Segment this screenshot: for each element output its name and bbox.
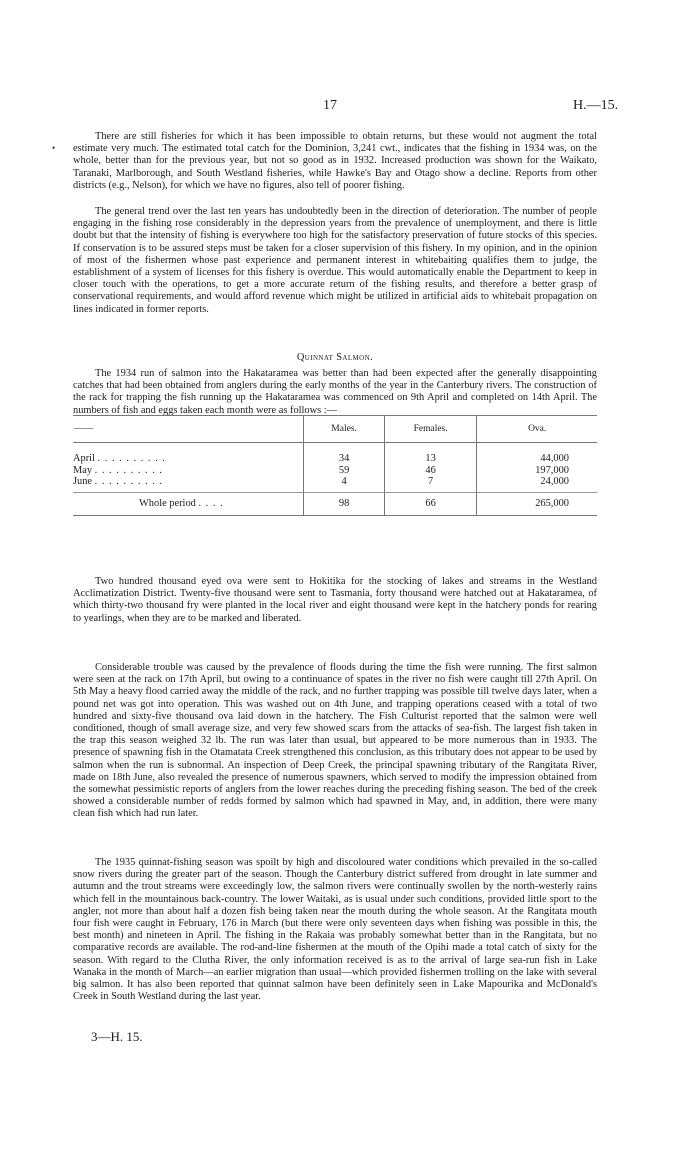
month-label: April — [73, 453, 95, 465]
margin-mark: • — [52, 143, 56, 153]
total-label: Whole period — [139, 498, 196, 509]
table-row — [73, 465, 597, 477]
section-heading: Quinnat Salmon. — [296, 352, 374, 363]
paragraph-intro-1 — [73, 131, 597, 192]
ova-total: 265,000 — [477, 492, 597, 515]
ova-cell: 44,000 — [477, 453, 597, 465]
paragraph-text: There are still fisheries for which it has been impossible to obtain returns, but these would not augment the total estimate very much. The estimated total catch for the Dominion, 3,241 cwt., indicates that the fishing in 1934 was, on the whole, better than for the previous year, but not so good as in 1932. Increased production was shown for the Waikato, Taranaki, Marlborough, and South Westland fisheries, while Hawke's Bay and Otago show a decline. Reports from other districts (e.g., Nelson), for which we have no figures, also tell of poorer fishing. — [73, 131, 597, 191]
males-cell: 4 — [304, 476, 385, 492]
table-header-cell: Ova. — [477, 416, 597, 443]
males-cell: 59 — [304, 465, 385, 477]
table-header-cell: Males. — [304, 416, 385, 443]
document-reference: H.—15. — [573, 98, 619, 113]
page-number: 17 — [323, 98, 337, 113]
females-total: 66 — [384, 492, 476, 515]
paragraph-intro-2 — [73, 206, 597, 316]
females-cell: 46 — [384, 465, 476, 477]
leader-dots: . . . . . . . . . . — [94, 476, 164, 488]
males-total: 98 — [304, 492, 385, 515]
table-header-row — [73, 416, 597, 443]
paragraph-text: The 1934 run of salmon into the Hakataramea was better than had been expected after the generally disappointing catches that had been obtained from anglers during the early months of the year in the Canterbury rivers. The construction of the rack for trapping the fish running up the Hakataramea was commenced on 9th April and completed on 14th April. The numbers of fish and eggs taken each month were as follows :— — [73, 368, 597, 416]
females-cell: 13 — [384, 453, 476, 465]
table-spacer-row — [73, 443, 597, 454]
ova-table — [73, 415, 597, 516]
month-label: May — [73, 464, 93, 476]
table-header-cell: Females. — [384, 416, 476, 443]
table-header-cell: —— — [73, 416, 304, 443]
males-cell: 34 — [304, 453, 385, 465]
females-cell: 7 — [384, 476, 476, 492]
paragraph-1935-season — [73, 857, 597, 1003]
paragraph-salmon — [73, 368, 597, 417]
page-header — [0, 98, 700, 118]
paragraph-text: Two hundred thousand eyed ova were sent to Hokitika for the stocking of lakes and streams in the Westland Acclimatization District. Twenty-five thousand were sent to Tasmania, forty thousand were hatched out at Hakataramea, of which thirty-two thousand fry were planted in the local river and eight thousand were kept in the hatchery ponds for rearing to yearlings, when they are to be marked and liberated. — [73, 576, 597, 624]
ova-cell: 24,000 — [477, 476, 597, 492]
leader-dots: . . . . — [198, 498, 224, 509]
paragraph-text: The general trend over the last ten years has undoubtedly been in the direction of deterioration. The number of people engaging in the fishing rose considerably in the depression years from the prevalence of unemployment, and there is little doubt but that the intensity of fishing is everywhere too high for the satisfactory preservation of future stocks of this species. If conservation is to be assured steps must be taken for a closer supervision of this fishery. In my opinion, and in the opinion of most of the fishermen whose past experience and permanent interest in whitebaiting qualifies them to judge, the establishment of a system of licenses for this fishery is overdue. This would automatically enable the Department to keep in closer touch with the operations, to get a more accurate return of the fishing results, and therefore a better grasp of conservational requirements, and would afford revenue which might be utilized in artificial aids to whitebait propagation on lines indicated in former reports. — [73, 206, 597, 315]
table-row — [73, 453, 597, 465]
paragraph-text: Considerable trouble was caused by the prevalence of floods during the time the fish were running. The first salmon were seen at the rack on 17th April, but owing to a continuance of spates in the river no fish were caught till 27th April. On 5th May a heavy flood carried away the middle of the rack, and no further trapping was possible till twelve days later, when a pound net was got into operation. This was washed out on 4th June, and trapping operations ceased with a total of two hundred and sixty-five thousand ova laid down in the hatchery. The Fish Culturist reported that the salmon were well conditioned, though of small average size, and very few showed scars from the attacks of sea-fish. The largest fish taken in the trap this season weighed 32 lb. The run was later than usual, but appeared to be more numerous than in 1933. The presence of spawning fish in the Otamatata Creek strengthened this conclusion, as this tributary does not appear to be used by salmon when the run is subnormal. An inspection of Deep Creek, the principal spawning tributary of the Rangitata River, made on 18th June, also revealed the presence of numerous spawners, which served to modify the impression obtained from the somewhat pessimistic reports of anglers from the lower reaches during the preceding fishing season. The bed of the creek showed a considerable number of redds formed by salmon which had spawned in May, and, in addition, there were many clean fish which had run later. — [73, 662, 597, 820]
page-footer-signature: 3—H. 15. — [91, 1029, 143, 1044]
leader-dots: . . . . . . . . . . — [94, 464, 164, 476]
paragraph-eyed-ova — [73, 576, 597, 625]
table-row — [73, 476, 597, 492]
paragraph-floods — [73, 662, 597, 821]
table-total-row — [73, 492, 597, 515]
month-label: June — [73, 476, 93, 488]
ova-cell: 197,000 — [477, 465, 597, 477]
leader-dots: . . . . . . . . . . — [97, 453, 166, 465]
paragraph-text: The 1935 quinnat-fishing season was spoilt by high and discoloured water conditions which prevailed in the so-called snow rivers during the greater part of the season. Though the Canterbury district suffered from drought in late summer and autumn and the trout streams were exceedingly low, the salmon rivers were continually swollen by the north-westerly rains which fell in the mountainous back-country. The lower Waitaki, as is usual under such conditions, provided little sport to the angler, not more than about half a dozen fish being taken near the mouth during the whole season. At the Rangitata mouth four fish were caught in February, 176 in March (but there were only seventeen days when fishing was possible in this, the best month) and nineteen in April. The fishing in the Rakaia was probably somewhat better than in the Rangitata, but no comparative records are available. The rod-and-line fishermen at the mouth of the Opihi made a total catch of sixty for the season. With regard to the Clutha River, the only information received is as to the arrival of large sea-run fish in Lake Wanaka in the month of March—an earlier migration than usual—which provided fishermen trolling on the lake with several big salmon. It has also been reported that quinnat salmon have been definitely seen in Lake Mapourika and McDonald's Creek in South Westland during the last year. — [73, 857, 597, 1003]
